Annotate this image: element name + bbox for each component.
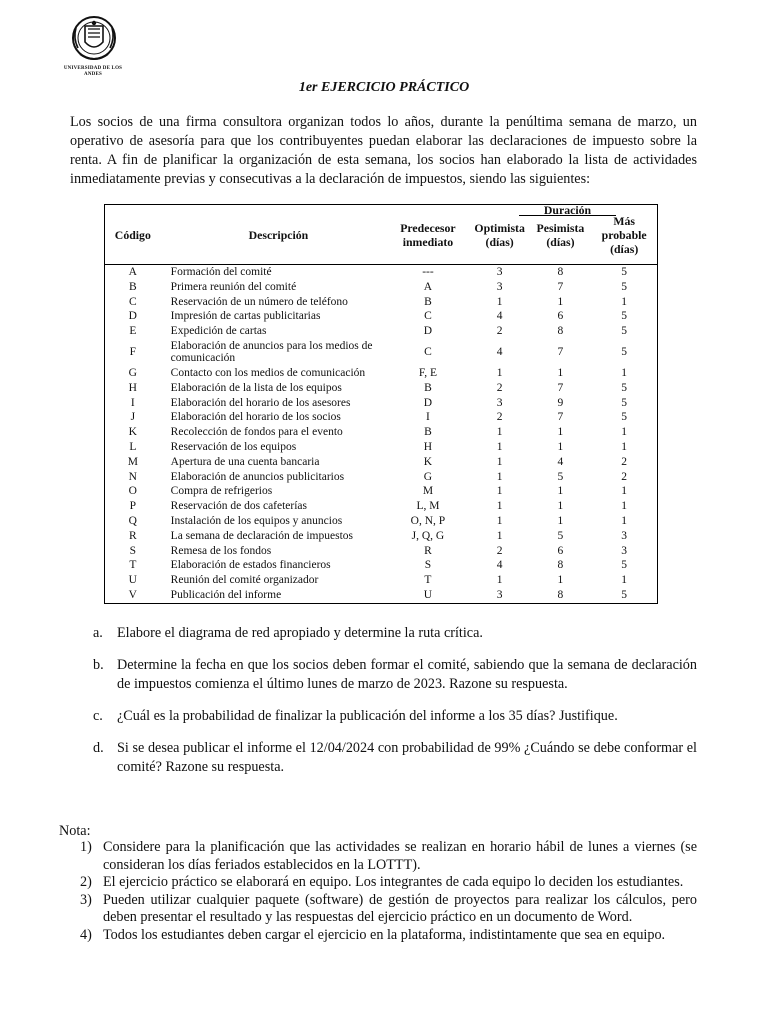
cell-probable: 1 (621, 440, 628, 453)
cell-predecessor: R (424, 544, 432, 557)
note-item (59, 892, 697, 927)
cell-description: Instalación de los equipos y anuncios (170, 514, 343, 527)
cell-optimistic: 1 (496, 485, 503, 498)
cell-pessimistic: 8 (557, 559, 564, 572)
cell-code: L (129, 440, 137, 453)
cell-pessimistic: 1 (557, 440, 564, 453)
cell-predecessor: I (426, 411, 430, 424)
cell-code: G (128, 366, 137, 379)
intro-paragraph: Los socios de una firma consultora organizan todos lo años, durante la penúltima semana de marzo, un operativo de asesoría para que los contribuyentes puedan elaborar las declaraciones de impuesto sobre la renta. A fin de planificar la organización de esta semana, los socios han elaborado la lista de actividades inmediatamente previas y consecutivas a la declaración de impuestos, siendo las siguientes: (70, 114, 697, 187)
cell-code: A (128, 266, 137, 278)
cell-probable: 2 (621, 455, 628, 468)
table-row (105, 425, 658, 440)
question-item (93, 739, 697, 777)
question-text: Si se desea publicar el informe el 12/04/2024 con probabilidad de 99% ¿Cuándo se debe conformar el comité? Razone su respuesta. (117, 740, 697, 775)
cell-description: Elaboración de estados financieros (170, 559, 331, 572)
table-row (105, 324, 658, 339)
table-row (105, 396, 658, 411)
cell-optimistic: 1 (496, 500, 503, 513)
cell-pessimistic: 7 (557, 411, 564, 424)
cell-probable: 5 (621, 266, 628, 278)
cell-pessimistic: 1 (557, 500, 564, 513)
cell-predecessor: U (423, 588, 433, 601)
cell-pessimistic: 8 (557, 588, 564, 601)
cell-optimistic: 1 (496, 470, 503, 483)
table-row (105, 455, 658, 470)
header-probable: Más probable (días) (591, 205, 657, 265)
table-row (105, 280, 658, 295)
cell-probable: 5 (621, 396, 628, 409)
notes-list (59, 839, 697, 945)
cell-description: Apertura de una cuenta bancaria (170, 455, 320, 468)
cell-code: U (128, 574, 137, 587)
cell-description: Primera reunión del comité (170, 280, 297, 293)
question-label: b. (93, 657, 104, 673)
cell-optimistic: 2 (496, 544, 503, 557)
cell-code: Q (128, 514, 137, 527)
table-row (105, 381, 658, 396)
cell-probable: 3 (621, 529, 628, 542)
question-label: d. (93, 740, 104, 756)
cell-description: Impresión de cartas publicitarias (170, 310, 321, 323)
note-text: Pueden utilizar cualquier paquete (software) de gestión de proyectos para realizar los cálculos, pero deben presentar el resultado y las respuestas del ejercicio práctico en un documento de Word. (103, 891, 697, 926)
header-predecessor: Predecesor inmediato (386, 205, 470, 265)
cell-predecessor: D (423, 325, 433, 338)
cell-predecessor: G (423, 470, 433, 483)
activities-table-body (105, 265, 658, 604)
cell-code: H (128, 381, 137, 394)
note-text: Todos los estudiantes deben cargar el ejercicio en la plataforma, indistintamente que sea en equipo. (103, 926, 666, 943)
cell-code: S (129, 544, 137, 557)
table-row (105, 440, 658, 455)
cell-pessimistic: 1 (557, 485, 564, 498)
cell-description: Contacto con los medios de comunicación (170, 366, 366, 379)
cell-code: V (128, 588, 137, 601)
cell-code: B (129, 280, 137, 293)
cell-probable: 5 (621, 588, 628, 601)
cell-pessimistic: 8 (557, 266, 564, 278)
table-row (105, 295, 658, 310)
note-label: 4) (80, 926, 92, 943)
cell-optimistic: 1 (496, 366, 503, 379)
cell-description: La semana de declaración de impuestos (170, 529, 353, 542)
cell-probable: 1 (621, 366, 628, 379)
table-row (105, 588, 658, 603)
table-row (105, 558, 658, 573)
question-item (93, 656, 697, 694)
cell-probable: 1 (621, 485, 628, 498)
cell-pessimistic: 9 (557, 396, 564, 409)
cell-probable: 5 (621, 346, 628, 359)
cell-optimistic: 1 (496, 295, 503, 308)
cell-description: Reunión del comité organizador (170, 574, 319, 587)
cell-optimistic: 4 (496, 346, 503, 359)
cell-description: Reservación de un número de teléfono (170, 295, 348, 308)
cell-predecessor: F, E (418, 366, 438, 379)
header-pessimistic: Pesimista (días) (530, 205, 592, 265)
cell-description: Reservación de los equipos (170, 440, 297, 453)
cell-description: Reservación de dos cafeterías (170, 500, 308, 513)
cell-probable: 1 (621, 514, 628, 527)
cell-probable: 1 (621, 500, 628, 513)
cell-pessimistic: 1 (557, 514, 564, 527)
cell-pessimistic: 7 (557, 381, 564, 394)
cell-optimistic: 1 (496, 426, 503, 439)
cell-code: O (128, 485, 137, 498)
table-row (105, 309, 658, 324)
cell-description: Recolección de fondos para el evento (170, 426, 343, 439)
cell-predecessor: S (424, 559, 432, 572)
cell-pessimistic: 5 (557, 529, 564, 542)
table-row (105, 573, 658, 588)
cell-code: F (129, 346, 137, 359)
note-label: 2) (80, 874, 92, 891)
cell-description: Elaboración de anuncios para los medios de comunicación (170, 339, 373, 365)
table-row (105, 265, 658, 280)
cell-predecessor: O, N, P (410, 514, 446, 527)
cell-code: K (128, 426, 137, 439)
header-optimistic: Optimista (días) (470, 205, 530, 265)
cell-predecessor: J, Q, G (411, 529, 445, 542)
cell-optimistic: 4 (496, 559, 503, 572)
notes-heading: Nota: (59, 823, 91, 839)
cell-probable: 2 (621, 470, 628, 483)
cell-description: Remesa de los fondos (170, 544, 272, 557)
question-item (93, 707, 697, 726)
cell-optimistic: 3 (496, 266, 503, 278)
cell-code: J (130, 411, 136, 424)
cell-optimistic: 2 (496, 325, 503, 338)
cell-description: Elaboración de anuncios publicitarios (170, 470, 345, 483)
cell-code: N (128, 470, 137, 483)
header-code: Código (105, 205, 161, 265)
cell-optimistic: 2 (496, 381, 503, 394)
cell-probable: 1 (621, 574, 628, 587)
cell-optimistic: 4 (496, 310, 503, 323)
cell-probable: 5 (621, 280, 628, 293)
cell-optimistic: 1 (496, 440, 503, 453)
cell-pessimistic: 1 (557, 366, 564, 379)
cell-pessimistic: 5 (557, 470, 564, 483)
table-row (105, 499, 658, 514)
cell-predecessor: M (422, 485, 434, 498)
cell-pessimistic: 8 (557, 325, 564, 338)
page-title: 1er EJERCICIO PRÁCTICO (298, 80, 470, 95)
table-row (105, 529, 658, 544)
cell-predecessor: --- (422, 266, 434, 278)
cell-pessimistic: 6 (557, 544, 564, 557)
cell-predecessor: H (423, 440, 433, 453)
cell-predecessor: D (423, 396, 433, 409)
cell-probable: 5 (621, 411, 628, 424)
cell-code: I (130, 396, 135, 409)
cell-probable: 1 (621, 295, 628, 308)
cell-optimistic: 3 (496, 280, 503, 293)
duration-group-header: Duración (543, 203, 592, 217)
cell-pessimistic: 1 (557, 426, 564, 439)
table-row (105, 366, 658, 381)
cell-predecessor: K (423, 455, 433, 468)
cell-predecessor: T (424, 574, 432, 587)
cell-description: Formación del comité (170, 266, 272, 278)
cell-probable: 5 (621, 559, 628, 572)
question-text: ¿Cuál es la probabilidad de finalizar la publicación del informe a los 35 días? Justifique. (117, 708, 618, 724)
cell-optimistic: 1 (496, 529, 503, 542)
cell-optimistic: 1 (496, 574, 503, 587)
cell-pessimistic: 7 (557, 346, 564, 359)
cell-code: T (129, 559, 137, 572)
note-label: 1) (80, 839, 92, 855)
note-item (59, 874, 697, 892)
table-row (105, 470, 658, 485)
question-text: Elabore el diagrama de red apropiado y determine la ruta crítica. (117, 625, 483, 641)
cell-description: Compra de refrigerios (170, 485, 273, 498)
questions-list (93, 624, 697, 790)
table-row (105, 410, 658, 425)
table-row (105, 484, 658, 499)
cell-code: E (129, 325, 137, 338)
cell-optimistic: 3 (496, 588, 503, 601)
cell-pessimistic: 7 (557, 280, 564, 293)
cell-predecessor: B (424, 295, 432, 308)
question-label: c. (93, 708, 103, 724)
table-row (105, 339, 658, 366)
cell-optimistic: 2 (496, 411, 503, 424)
cell-probable: 5 (621, 325, 628, 338)
cell-predecessor: C (424, 310, 432, 323)
cell-description: Publicación del informe (170, 588, 282, 601)
header-description: Descripción (161, 205, 387, 265)
cell-description: Elaboración de la lista de los equipos (170, 381, 342, 394)
cell-pessimistic: 6 (557, 310, 564, 323)
cell-pessimistic: 4 (557, 455, 564, 468)
question-text: Determine la fecha en que los socios deben formar el comité, sabiendo que la semana de declaración de impuestos comienza el último lunes de marzo de 2023. Razone su respuesta. (117, 657, 697, 692)
cell-probable: 5 (621, 381, 628, 394)
note-item (59, 839, 697, 874)
cell-predecessor: L, M (416, 500, 440, 513)
cell-code: P (129, 500, 137, 513)
table-row (105, 514, 658, 529)
cell-predecessor: A (423, 280, 433, 293)
cell-description: Elaboración del horario de los asesores (170, 396, 351, 409)
cell-optimistic: 1 (496, 514, 503, 527)
cell-predecessor: C (424, 346, 432, 359)
cell-probable: 1 (621, 426, 628, 439)
note-text: Considere para la planificación que las actividades se realizan en horario hábil de lunes a viernes (se consideran los días feriados establecidos en la LOTTT). (103, 839, 697, 873)
note-label: 3) (80, 891, 92, 908)
activities-table (104, 204, 658, 604)
cell-code: M (127, 455, 138, 468)
cell-predecessor: B (424, 426, 432, 439)
cell-optimistic: 1 (496, 455, 503, 468)
cell-description: Elaboración del horario de los socios (170, 411, 341, 424)
cell-probable: 5 (621, 310, 628, 323)
cell-code: C (129, 295, 137, 308)
note-item (59, 927, 697, 945)
question-label: a. (93, 625, 103, 641)
note-text: El ejercicio práctico se elaborará en equipo. Los integrantes de cada equipo lo deciden los estudiantes. (103, 874, 684, 891)
cell-optimistic: 3 (496, 396, 503, 409)
cell-description: Expedición de cartas (170, 325, 267, 338)
cell-predecessor: B (424, 381, 432, 394)
university-name: UNIVERSIDAD DE LOS ANDES (63, 66, 123, 77)
question-item (93, 624, 697, 643)
cell-code: R (129, 529, 137, 542)
cell-code: D (128, 310, 137, 323)
cell-probable: 3 (621, 544, 628, 557)
cell-pessimistic: 1 (557, 295, 564, 308)
cell-pessimistic: 1 (557, 574, 564, 587)
table-row (105, 544, 658, 559)
